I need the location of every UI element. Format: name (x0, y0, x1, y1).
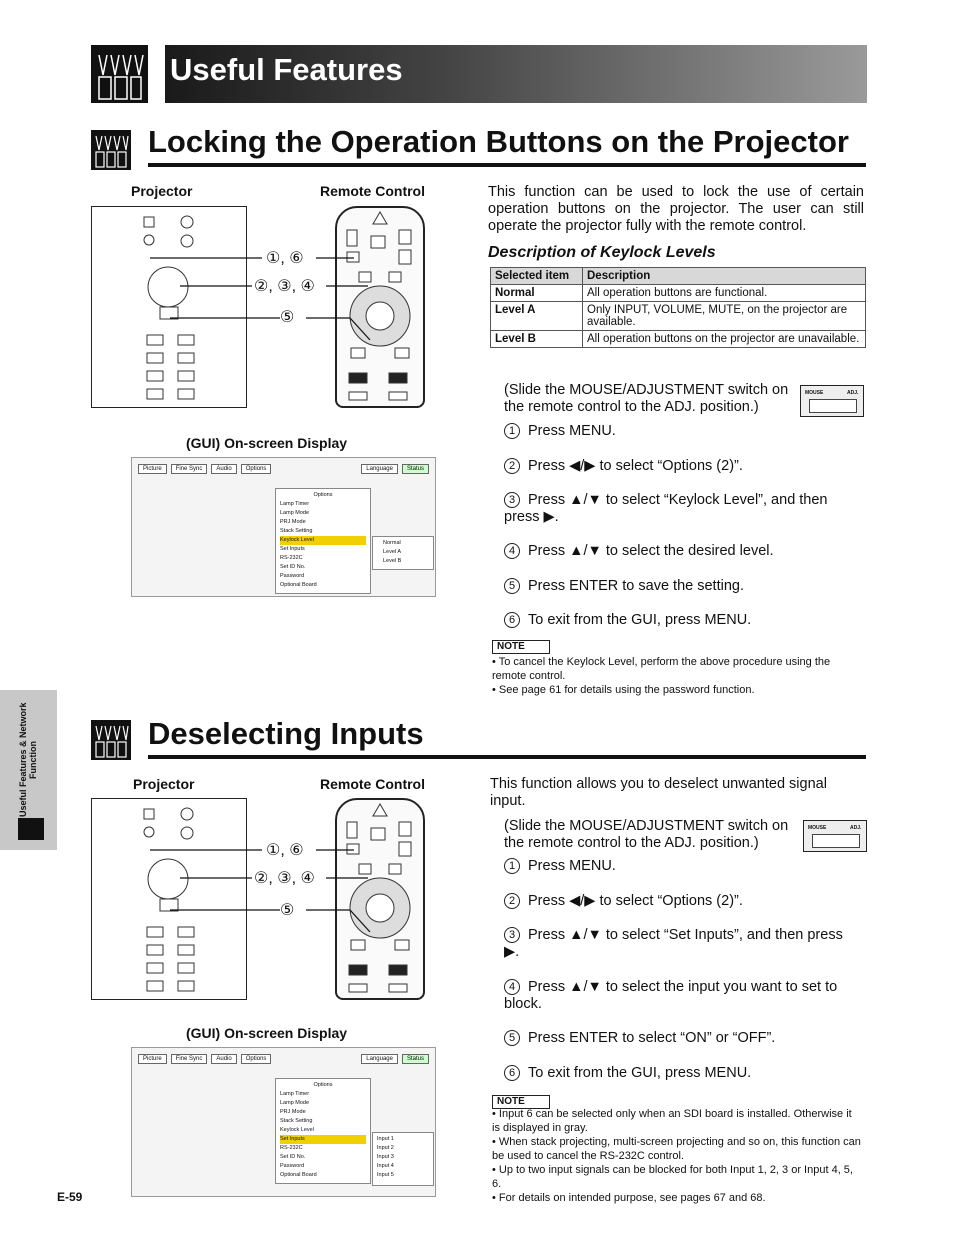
switch-label-adj: ADJ. (847, 390, 859, 396)
gui-menu-item: Password (280, 573, 305, 579)
gui-tab: Fine Sync (171, 464, 208, 474)
gui-submenu-item: Input 2 (377, 1145, 394, 1151)
gui-menu-item: Optional Board (280, 582, 317, 588)
table-header: Description (583, 268, 866, 285)
gui-tab: Options (241, 464, 272, 474)
table-row (491, 302, 866, 331)
remote-label: Remote Control (320, 776, 425, 792)
slide-note: (Slide the MOUSE/ADJUSTMENT switch on the remote control to the ADJ. position.) (504, 382, 789, 415)
gui-menu-item: Lamp Mode (280, 510, 310, 516)
gui-tab: Picture (138, 464, 167, 474)
step-5: 5 Press ENTER to select “ON” or “OFF”. (504, 1030, 864, 1047)
gui-menu-item-selected: Keylock Level (280, 536, 366, 545)
gui-tab: Picture (138, 1054, 167, 1064)
callout-1-6: ①, ⑥ (266, 842, 304, 859)
gui-tab: Fine Sync (171, 1054, 208, 1064)
step-3: 3 Press ▲/▼ to select “Keylock Level”, and then press ▶. (504, 492, 828, 525)
note-item: • When stack projecting, multi-screen projecting and so on, this function can be used to cancel the RS-232C control. (492, 1136, 861, 1162)
gui-label: (GUI) On-screen Display (186, 435, 348, 451)
gui-screen (131, 457, 436, 597)
note-list (492, 1107, 862, 1205)
gui-menu-item: Password (280, 1163, 305, 1169)
page-title: Useful Features (170, 52, 403, 87)
gui-menu-title: Options (313, 1082, 333, 1088)
gui-menu-item: Keylock Level (280, 1127, 314, 1133)
gui-tab: Audio (211, 464, 236, 474)
gui-submenu-item: Normal (383, 540, 401, 546)
gui-submenu-item: Level B (383, 558, 402, 564)
section-intro: This function can be used to lock the use of certain operation buttons on the projector. The user can still operate the projector fully with the remote control. (488, 184, 864, 234)
gui-menu-item: Stack Setting (280, 1118, 313, 1124)
side-tab-logo-icon (18, 818, 44, 840)
keylock-table (490, 267, 866, 348)
note-item: • See page 61 for details using the password function. (492, 684, 755, 696)
gui-menu-item: Lamp Mode (280, 1100, 310, 1106)
gui-submenu-item: Input 1 (377, 1136, 394, 1142)
remote-label: Remote Control (320, 183, 425, 199)
gui-tab: Audio (211, 1054, 236, 1064)
callout-2-3-4: ②, ③, ④ (254, 278, 315, 295)
gui-options-menu (275, 1078, 371, 1184)
gui-submenu-item: Level A (383, 549, 402, 555)
callout-2-3-4: ②, ③, ④ (254, 870, 315, 887)
step-5: 5 Press ENTER to save the setting. (504, 578, 864, 595)
callout-5: ⑤ (280, 309, 295, 326)
table-cell: Only INPUT, VOLUME, MUTE, on the projector are available. (583, 302, 866, 331)
note-item: • To cancel the Keylock Level, perform the above procedure using the remote control. (492, 656, 831, 682)
mode-switch-diagram (803, 820, 867, 852)
section-logo-icon (91, 720, 131, 760)
gui-submenu-item: Input 3 (377, 1154, 394, 1160)
gui-menu-item: Lamp Timer (280, 501, 310, 507)
section-logo-icon (91, 130, 131, 170)
gui-menu-item: Lamp Timer (280, 1091, 310, 1097)
gui-label: (GUI) On-screen Display (186, 1025, 348, 1041)
gui-screen (131, 1047, 436, 1197)
section-intro: This function allows you to deselect unwanted signal input. (490, 776, 827, 809)
note-item: • For details on intended purpose, see pages 67 and 68. (492, 1192, 766, 1204)
table-row (491, 285, 866, 302)
table-cell: Level A (491, 302, 583, 331)
step-2: 2 Press ◀/▶ to select “Options (2)”. (504, 893, 864, 910)
table-cell: Normal (491, 285, 583, 302)
step-3: 3 Press ▲/▼ to select “Set Inputs”, and then press ▶. (504, 927, 843, 960)
gui-menu-title: Options (313, 492, 333, 498)
section-rule (148, 755, 866, 759)
callout-lines (150, 832, 390, 932)
table-cell: All operation buttons are functional. (583, 285, 866, 302)
gui-menu-item: Set Inputs (280, 546, 305, 552)
section-rule (148, 163, 866, 167)
callout-1-6: ①, ⑥ (266, 250, 304, 267)
table-cell: All operation buttons on the projector are unavailable. (583, 331, 866, 348)
switch-label-mouse: MOUSE (805, 390, 824, 396)
step-6: 6 To exit from the GUI, press MENU. (504, 1065, 864, 1082)
section-title: Deselecting Inputs (148, 716, 424, 751)
gui-menu-item-selected: Set Inputs (280, 1135, 366, 1144)
note-badge: NOTE (492, 1095, 550, 1109)
gui-menu-item: RS-232C (280, 1145, 303, 1151)
table-cell: Level B (491, 331, 583, 348)
gui-menu-item: RS-232C (280, 555, 303, 561)
mode-switch-diagram (800, 385, 864, 417)
step-4: 4 Press ▲/▼ to select the desired level. (504, 543, 864, 560)
gui-submenu (372, 536, 434, 570)
note-item: • Input 6 can be selected only when an SDI board is installed. Otherwise it is displayed in gray. (492, 1108, 852, 1134)
step-4: 4 Press ▲/▼ to select the input you want to set to block. (504, 979, 838, 1012)
note-list (492, 655, 864, 697)
projector-label: Projector (131, 183, 193, 199)
callout-5: ⑤ (280, 902, 295, 919)
callout-lines (150, 240, 390, 340)
page-number: E-59 (57, 1190, 83, 1204)
note-badge: NOTE (492, 640, 550, 654)
gui-submenu (372, 1132, 434, 1186)
step-6: 6 To exit from the GUI, press MENU. (504, 612, 864, 629)
section-logo-icon (91, 45, 148, 103)
table-row (491, 331, 866, 348)
gui-menu-item: Set ID No. (280, 1154, 306, 1160)
gui-menu-item: Stack Setting (280, 528, 313, 534)
step-1: 1 Press MENU. (504, 858, 864, 875)
gui-tab: Options (241, 1054, 272, 1064)
projector-label: Projector (133, 776, 195, 792)
gui-menu-item: Optional Board (280, 1172, 317, 1178)
gui-tab: Status (402, 464, 429, 474)
switch-label-mouse: MOUSE (808, 825, 827, 831)
section-title: Locking the Operation Buttons on the Projector (148, 124, 849, 159)
gui-menu-item: Set ID No. (280, 564, 306, 570)
gui-submenu-item: Input 5 (377, 1172, 394, 1178)
gui-tab: Status (402, 1054, 429, 1064)
side-tab-label: Useful Features & Network Function (18, 702, 38, 818)
gui-tab: Language (361, 464, 398, 474)
gui-options-menu (275, 488, 371, 594)
note-item: • Up to two input signals can be blocked for both Input 1, 2, 3 or Input 4, 5, 6. (492, 1164, 853, 1190)
step-1: 1 Press MENU. (504, 423, 864, 440)
step-2: 2 Press ◀/▶ to select “Options (2)”. (504, 458, 864, 475)
switch-label-adj: ADJ. (850, 825, 862, 831)
gui-menu-item: PRJ Mode (280, 1109, 306, 1115)
subheading: Description of Keylock Levels (488, 244, 716, 261)
gui-tab: Language (361, 1054, 398, 1064)
table-header: Selected item (491, 268, 583, 285)
slide-note: (Slide the MOUSE/ADJUSTMENT switch on the remote control to the ADJ. position.) (504, 818, 789, 851)
gui-submenu-item: Input 4 (377, 1163, 394, 1169)
gui-menu-item: PRJ Mode (280, 519, 306, 525)
